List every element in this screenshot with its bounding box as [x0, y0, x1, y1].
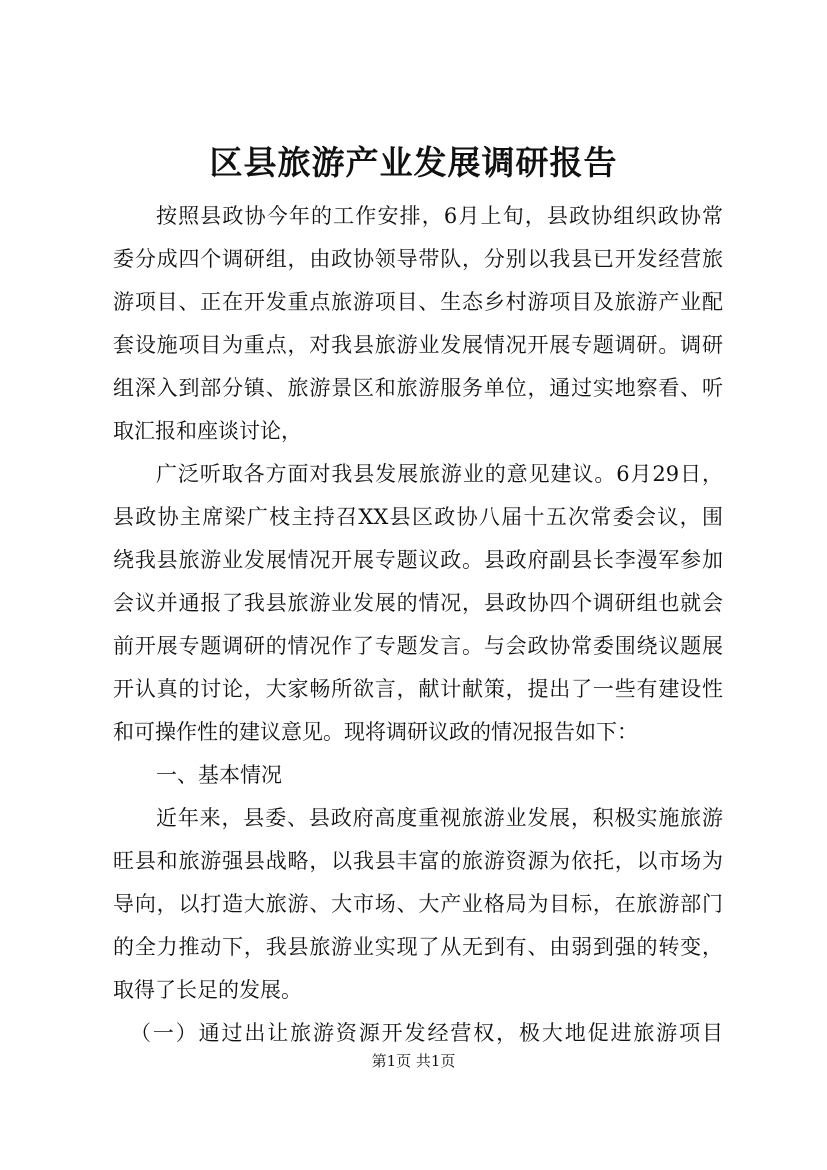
paragraph-line: 的全力推动下，我县旅游业实现了从无到有、由弱到强的转变，	[113, 935, 723, 959]
paragraph-line: 取得了长足的发展。	[113, 978, 302, 1002]
paragraph-line: 套设施项目为重点，对我县旅游业发展情况开展专题调研。调研	[113, 333, 723, 357]
paragraph-line: 委分成四个调研组，由政协领导带队，分别以我县已开发经营旅	[113, 247, 723, 271]
paragraph-line: 和可操作性的建议意见。现将调研议政的情况报告如下：	[113, 720, 638, 744]
section-heading: 一、基本情况	[156, 763, 282, 787]
paragraph-line: 广泛听取各方面对我县发展旅游业的意见建议。6月29日，	[156, 462, 723, 486]
paragraph-line: 按照县政协今年的工作安排，6月上旬，县政协组织政协常	[156, 204, 723, 228]
paragraph-line: 组深入到部分镇、旅游景区和旅游服务单位，通过实地察看、听	[113, 376, 723, 400]
paragraph-line: 绕我县旅游业发展情况开展专题议政。县政府副县长李漫军参加	[113, 548, 723, 572]
paragraph-line: （一）通过出让旅游资源开发经营权，极大地促进旅游项目	[130, 1021, 723, 1045]
paragraph-line: 前开展专题调研的情况作了专题发言。与会政协常委围绕议题展	[113, 634, 723, 658]
paragraph-line: 会议并通报了我县旅游业发展的情况，县政协四个调研组也就会	[113, 591, 723, 615]
paragraph-line: 游项目、正在开发重点旅游项目、生态乡村游项目及旅游产业配	[113, 290, 723, 314]
paragraph-line: 近年来，县委、县政府高度重视旅游业发展，积极实施旅游	[156, 806, 723, 830]
paragraph-line: 取汇报和座谈讨论，	[113, 419, 302, 443]
document-title: 区县旅游产业发展调研报告	[209, 143, 618, 182]
paragraph-line: 开认真的讨论，大家畅所欲言，献计献策，提出了一些有建设性	[113, 677, 723, 701]
paragraph-line: 旺县和旅游强县战略，以我县丰富的旅游资源为依托，以市场为	[113, 849, 723, 873]
paragraph-line: 导向，以打造大旅游、大市场、大产业格局为目标，在旅游部门	[113, 892, 723, 916]
paragraph-line: 县政协主席梁广枝主持召XX县区政协八届十五次常委会议，围	[113, 505, 723, 529]
page-footer: 第1页 共1页	[371, 1052, 456, 1070]
